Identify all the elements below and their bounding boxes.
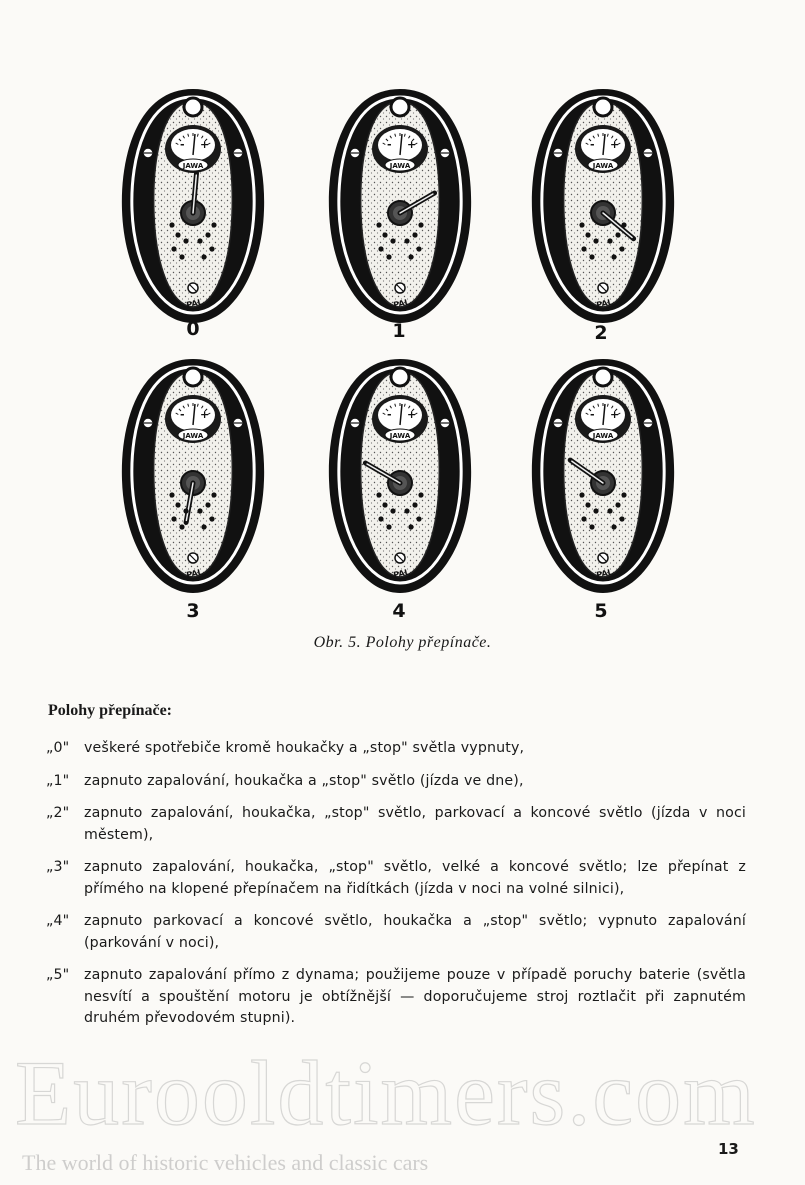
switch-panel-1	[325, 85, 475, 330]
position-description: veškeré spotřebiče kromě houkačky a „stop" světla vypnuty,	[84, 740, 525, 756]
position-description: zapnuto zapalování, houkačka a „stop" světlo (jízda ve dne),	[84, 772, 524, 789]
svg-text:-: -	[387, 408, 392, 421]
svg-text:PAL: PAL	[595, 567, 614, 580]
switch-illustration	[528, 355, 678, 600]
page-number: 13	[718, 1140, 739, 1158]
svg-text:+: +	[200, 408, 210, 421]
svg-text:PAL: PAL	[595, 297, 614, 310]
list-item	[46, 803, 746, 846]
position-description: zapnuto zapalování, houkačka, „stop" světlo, parkovací a koncové světlo (jízda v noci městem),	[84, 805, 746, 843]
watermark-logo: Eurooldtimers.com	[15, 1042, 757, 1144]
position-label-2: 2	[594, 322, 608, 344]
svg-text:+: +	[610, 138, 620, 151]
ammeter-dial	[575, 125, 631, 173]
svg-text:JAWA: JAWA	[592, 432, 614, 440]
svg-text:-: -	[387, 138, 392, 151]
switch-panel-0	[118, 85, 268, 330]
svg-text:JAWA: JAWA	[592, 162, 614, 170]
list-item	[46, 738, 746, 760]
svg-text:-: -	[590, 408, 595, 421]
svg-text:+: +	[407, 138, 417, 151]
svg-text:JAWA: JAWA	[182, 432, 204, 440]
position-label-3: 3	[186, 600, 200, 622]
figure-caption: Obr. 5. Polohy přepínače.	[313, 634, 492, 651]
svg-text:PAL: PAL	[392, 567, 411, 580]
position-code: „5"	[46, 967, 70, 983]
position-description: zapnuto zapalování, houkačka, „stop" světlo, velké a koncové světlo; lze přepínat z přímého na klopené přepínačem na řidítkách (jízda v noci na volné silnici),	[84, 859, 746, 897]
position-label-0: 0	[186, 318, 200, 340]
svg-text:PAL: PAL	[185, 567, 204, 580]
switch-illustration	[528, 85, 678, 330]
position-label-1: 1	[392, 320, 406, 342]
switch-illustration	[325, 85, 475, 330]
switch-illustration	[325, 355, 475, 600]
switch-panel-3	[118, 355, 268, 600]
svg-text:PAL: PAL	[185, 297, 204, 310]
positions-list	[46, 738, 746, 1041]
position-label-4: 4	[392, 600, 406, 622]
position-code: „1"	[46, 772, 70, 789]
svg-text:+: +	[407, 408, 417, 421]
svg-text:+: +	[610, 408, 620, 421]
switch-panel-5	[528, 355, 678, 600]
switch-illustration	[118, 85, 268, 330]
ammeter-dial	[165, 125, 221, 173]
svg-text:-: -	[180, 408, 185, 421]
switch-panel-4	[325, 355, 475, 600]
list-item	[46, 965, 746, 1030]
position-code: „0"	[46, 740, 70, 756]
switch-panel-2	[528, 85, 678, 330]
watermark-subtitle: The world of historic vehicles and classic cars	[22, 1150, 429, 1175]
position-code: „2"	[46, 805, 70, 821]
svg-text:JAWA: JAWA	[182, 162, 204, 170]
svg-text:-: -	[590, 138, 595, 151]
ammeter-dial	[372, 125, 428, 173]
svg-text:PAL: PAL	[392, 297, 411, 310]
list-item	[46, 771, 746, 793]
position-code: „3"	[46, 859, 70, 875]
svg-text:JAWA: JAWA	[389, 162, 411, 170]
svg-text:-: -	[180, 138, 185, 151]
list-item	[46, 857, 746, 900]
list-item	[46, 911, 746, 954]
ammeter-dial	[372, 395, 428, 443]
section-heading: Polohy přepínače:	[48, 702, 172, 719]
svg-text:JAWA: JAWA	[389, 432, 411, 440]
ammeter-dial	[575, 395, 631, 443]
switch-illustration	[118, 355, 268, 600]
svg-text:+: +	[200, 138, 210, 151]
position-code: „4"	[46, 913, 70, 929]
position-description: zapnuto zapalování přímo z dynama; použijeme pouze v případě poruchy baterie (světla nesvítí a spouštění motoru je obtížnější — doporučujeme stroj roztlačit při zapnutém druhém převodovém stupni).	[84, 967, 746, 1026]
ammeter-dial	[165, 395, 221, 443]
position-description: zapnuto parkovací a koncové světlo, houkačka a „stop" světlo; vypnuto zapalování (parkování v noci),	[84, 913, 746, 951]
position-label-5: 5	[594, 600, 608, 622]
